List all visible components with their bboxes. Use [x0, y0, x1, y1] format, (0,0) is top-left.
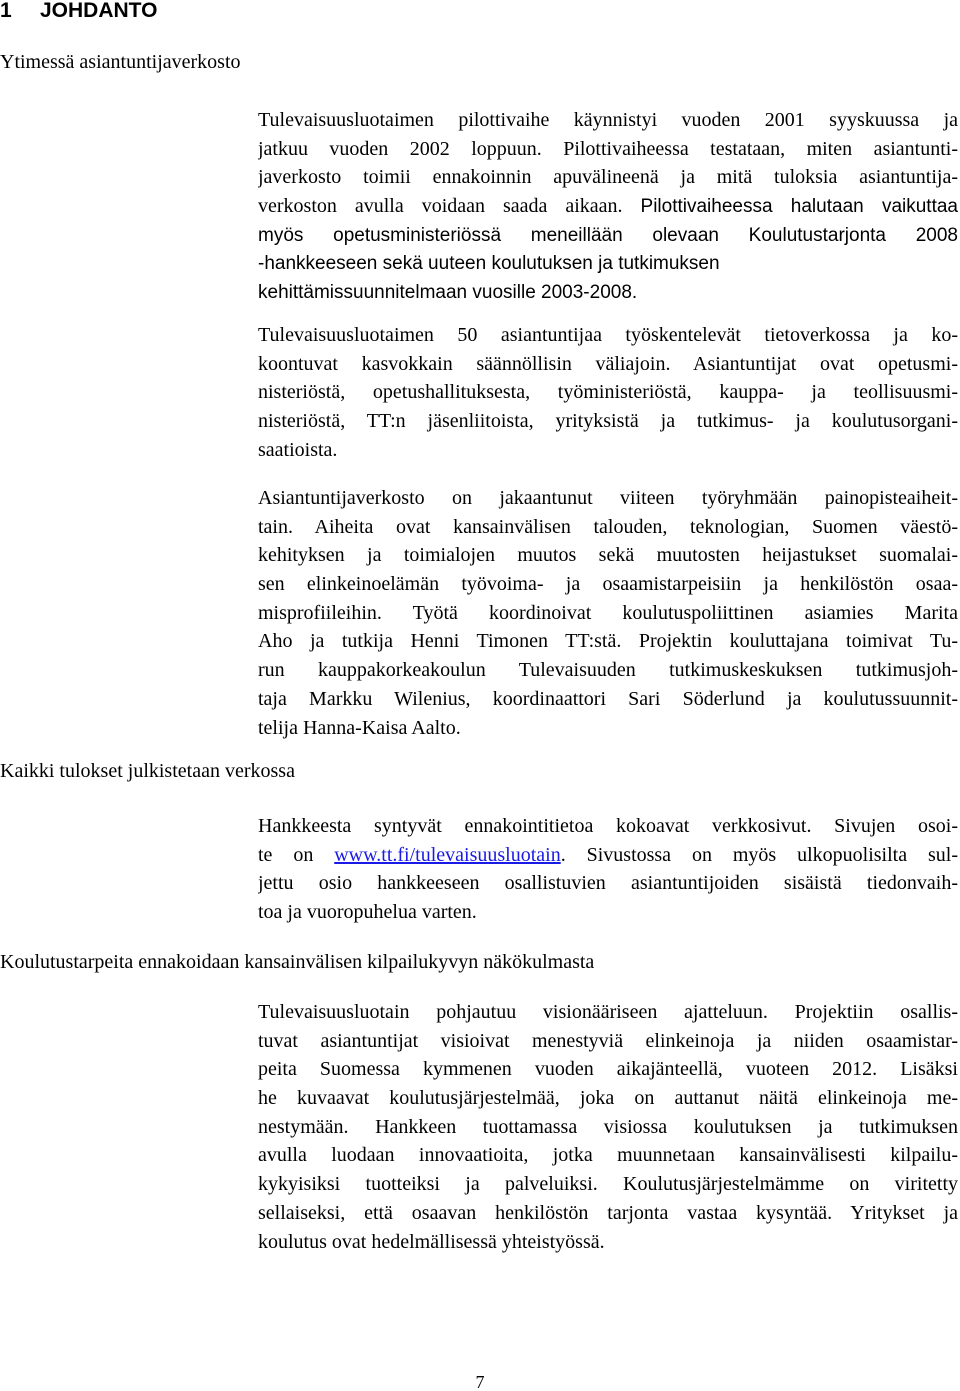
p5-line-7: [258, 1170, 958, 1199]
text-run: Asiantuntijaverkosto on jakaantunut viiteen työryhmään painopisteaiheit-: [258, 487, 958, 509]
p1-line-2: [258, 135, 958, 164]
text-run: kykyisiksi tuotteiksi ja palveluiksi. Koulutusjärjestelmämme on viritetty: [258, 1173, 958, 1196]
p3-line-4: [258, 570, 958, 599]
text-run: jettu osio hankkeeseen osallistuvien asiantuntijoiden sisäistä tiedonvaih-: [258, 872, 958, 895]
text-run: toa ja vuoropuhelua varten.: [258, 901, 477, 924]
p5-line-6: [258, 1141, 958, 1170]
text-run: run kauppakorkeakoulun Tulevaisuuden tutkimuskeskuksen tutkimusjoh-: [258, 659, 958, 682]
text-run: -hankkeeseen sekä uuteen koulutuksen ja tutkimuksen: [258, 253, 720, 275]
p2-line-2: [258, 350, 958, 379]
p1-line-5: [258, 221, 958, 250]
text-run: peita Suomessa kymmenen vuoden aikajänteellä, vuoteen 2012. Lisäksi: [258, 1058, 958, 1081]
p2-line-4: [258, 407, 958, 436]
p3-line-3: [258, 541, 958, 570]
p5-line-4: [258, 1084, 958, 1113]
p1-line-1: [258, 106, 958, 135]
paragraph-pilot-phase: [258, 106, 958, 307]
p5-line-5: [258, 1113, 958, 1142]
text-run: Aho ja tutkija Henni Timonen TT:stä. Projektin kouluttajana toimivat Tu-: [258, 630, 958, 653]
paragraph-vision: [258, 998, 958, 1256]
text-run: taja Markku Wilenius, koordinaattori Sari Söderlund ja koulutussuunnit-: [258, 687, 958, 710]
text-run: nestymään. Hankkeen tuottamassa visiossa koulutuksen ja tutkimuksen: [258, 1115, 958, 1138]
text-run: sen elinkeinoelämän työvoima- ja osaamistarpeisiin ja henkilöstön osaa-: [258, 573, 958, 596]
p3-line-5: [258, 599, 958, 628]
p3-line-7: [258, 656, 958, 685]
text-run: telija Hanna-Kaisa Aalto.: [258, 716, 461, 739]
p3-line-6: [258, 627, 958, 656]
text-run: verkoston avulla voidaan saada aikaan.: [258, 195, 641, 218]
page-number: 7: [475, 1372, 485, 1391]
p1-line-4: [258, 192, 958, 221]
p4-line-1: [258, 812, 958, 841]
side-heading-results-online: Kaikki tulokset julkistetaan verkossa: [0, 760, 295, 782]
text-run: nisteriöstä, opetushallituksesta, työministeriöstä, kauppa- ja teollisuusmi-: [258, 381, 958, 404]
text-run: te on: [258, 843, 335, 866]
text-run: nisteriöstä, TT:n jäsenliitoista, yrityksistä ja tutkimus- ja koulutusorgani-: [258, 410, 958, 433]
p3-line-2: [258, 513, 958, 542]
p3-line-9: [258, 714, 958, 743]
text-run: Pilottivaiheessa halutaan vaikuttaa: [640, 196, 958, 218]
text-run: saatioista.: [258, 438, 338, 461]
p4-line-3: [258, 869, 958, 898]
p1-line-6: [258, 249, 958, 278]
text-run: Hankkeesta syntyvät ennakointitietoa kokoavat verkkosivut. Sivujen osoi-: [258, 815, 958, 837]
text-run: tain. Aiheita ovat kansainvälisen talouden, teknologian, Suomen väestö-: [258, 515, 958, 538]
p5-line-3: [258, 1055, 958, 1084]
text-run: tuvat asiantuntijat visioivat menestyviä elinkeinoja ja niiden osaamistar-: [258, 1029, 958, 1052]
text-run: Tulevaisuusluotaimen pilottivaihe käynnistyi vuoden 2001 syyskuussa ja: [258, 109, 958, 131]
text-run: koontuvat kasvokkain säännöllisin väliajoin. Asiantuntijat ovat opetusmi-: [258, 352, 958, 375]
section-heading: [0, 0, 157, 22]
text-run: sellaiseksi, että osaavan henkilöstön tarjonta vastaa kysyntää. Yritykset ja: [258, 1201, 958, 1224]
p1-line-3: [258, 163, 958, 192]
text-run: myös opetusministeriössä meneillään olevaan Koulutustarjonta 2008: [258, 224, 958, 246]
text-run: Tulevaisuusluotain pohjautuu visionääriseen ajatteluun. Projektiin osallis-: [258, 1001, 958, 1023]
text-run: kehittämissuunnitelmaan vuosille 2003-2008.: [258, 282, 638, 304]
p4-line-4: [258, 898, 958, 927]
text-run: misprofiileihin. Työtä koordinoivat koulutuspoliittinen asiamies Marita: [258, 601, 958, 624]
text-run: koulutus ovat hedelmällisessä yhteistyössä.: [258, 1230, 605, 1253]
p5-line-1: [258, 998, 958, 1027]
p3-line-1: [258, 484, 958, 513]
text-run: Tulevaisuusluotaimen 50 asiantuntijaa työskentelevät tietoverkossa ja ko-: [258, 324, 958, 346]
side-heading-core-network: Ytimessä asiantuntijaverkosto: [0, 51, 241, 73]
p5-line-8: [258, 1199, 958, 1228]
p5-line-2: [258, 1027, 958, 1056]
section-title: JOHDANTO: [40, 0, 158, 22]
website-link[interactable]: www.tt.fi/tulevaisuusluotain: [334, 843, 561, 866]
p1-line-7: [258, 278, 958, 307]
p5-line-9: [258, 1228, 958, 1257]
text-run: he kuvaavat koulutusjärjestelmää, joka on auttanut näitä elinkeinoja me-: [258, 1087, 958, 1110]
text-run: kehityksen ja toimialojen muutos sekä muutosten heijastukset suomalai-: [258, 544, 958, 567]
text-run: . Sivustossa on myös ulkopuolisilta sul-: [560, 843, 958, 866]
paragraph-working-groups: [258, 484, 958, 742]
paragraph-experts: [258, 321, 958, 464]
p3-line-8: [258, 685, 958, 714]
p2-line-3: [258, 378, 958, 407]
text-run: jatkuu vuoden 2002 loppuun. Pilottivaiheessa testataan, miten asiantunti-: [258, 137, 958, 160]
text-run: javerkosto toimii ennakoinnin apuvälineenä ja mitä tuloksia asiantuntija-: [258, 166, 958, 189]
p4-line-2: [258, 841, 958, 870]
paragraph-website: [258, 812, 958, 927]
section-number: 1: [0, 0, 12, 22]
subheading-training-needs: Koulutustarpeita ennakoidaan kansainvälisen kilpailukyvyn näkökulmasta: [0, 951, 595, 973]
p2-line-5: [258, 436, 958, 465]
p2-line-1: [258, 321, 958, 350]
text-run: avulla luodaan innovaatioita, jotka muunnetaan kansainvälisesti kilpailu-: [258, 1144, 958, 1167]
